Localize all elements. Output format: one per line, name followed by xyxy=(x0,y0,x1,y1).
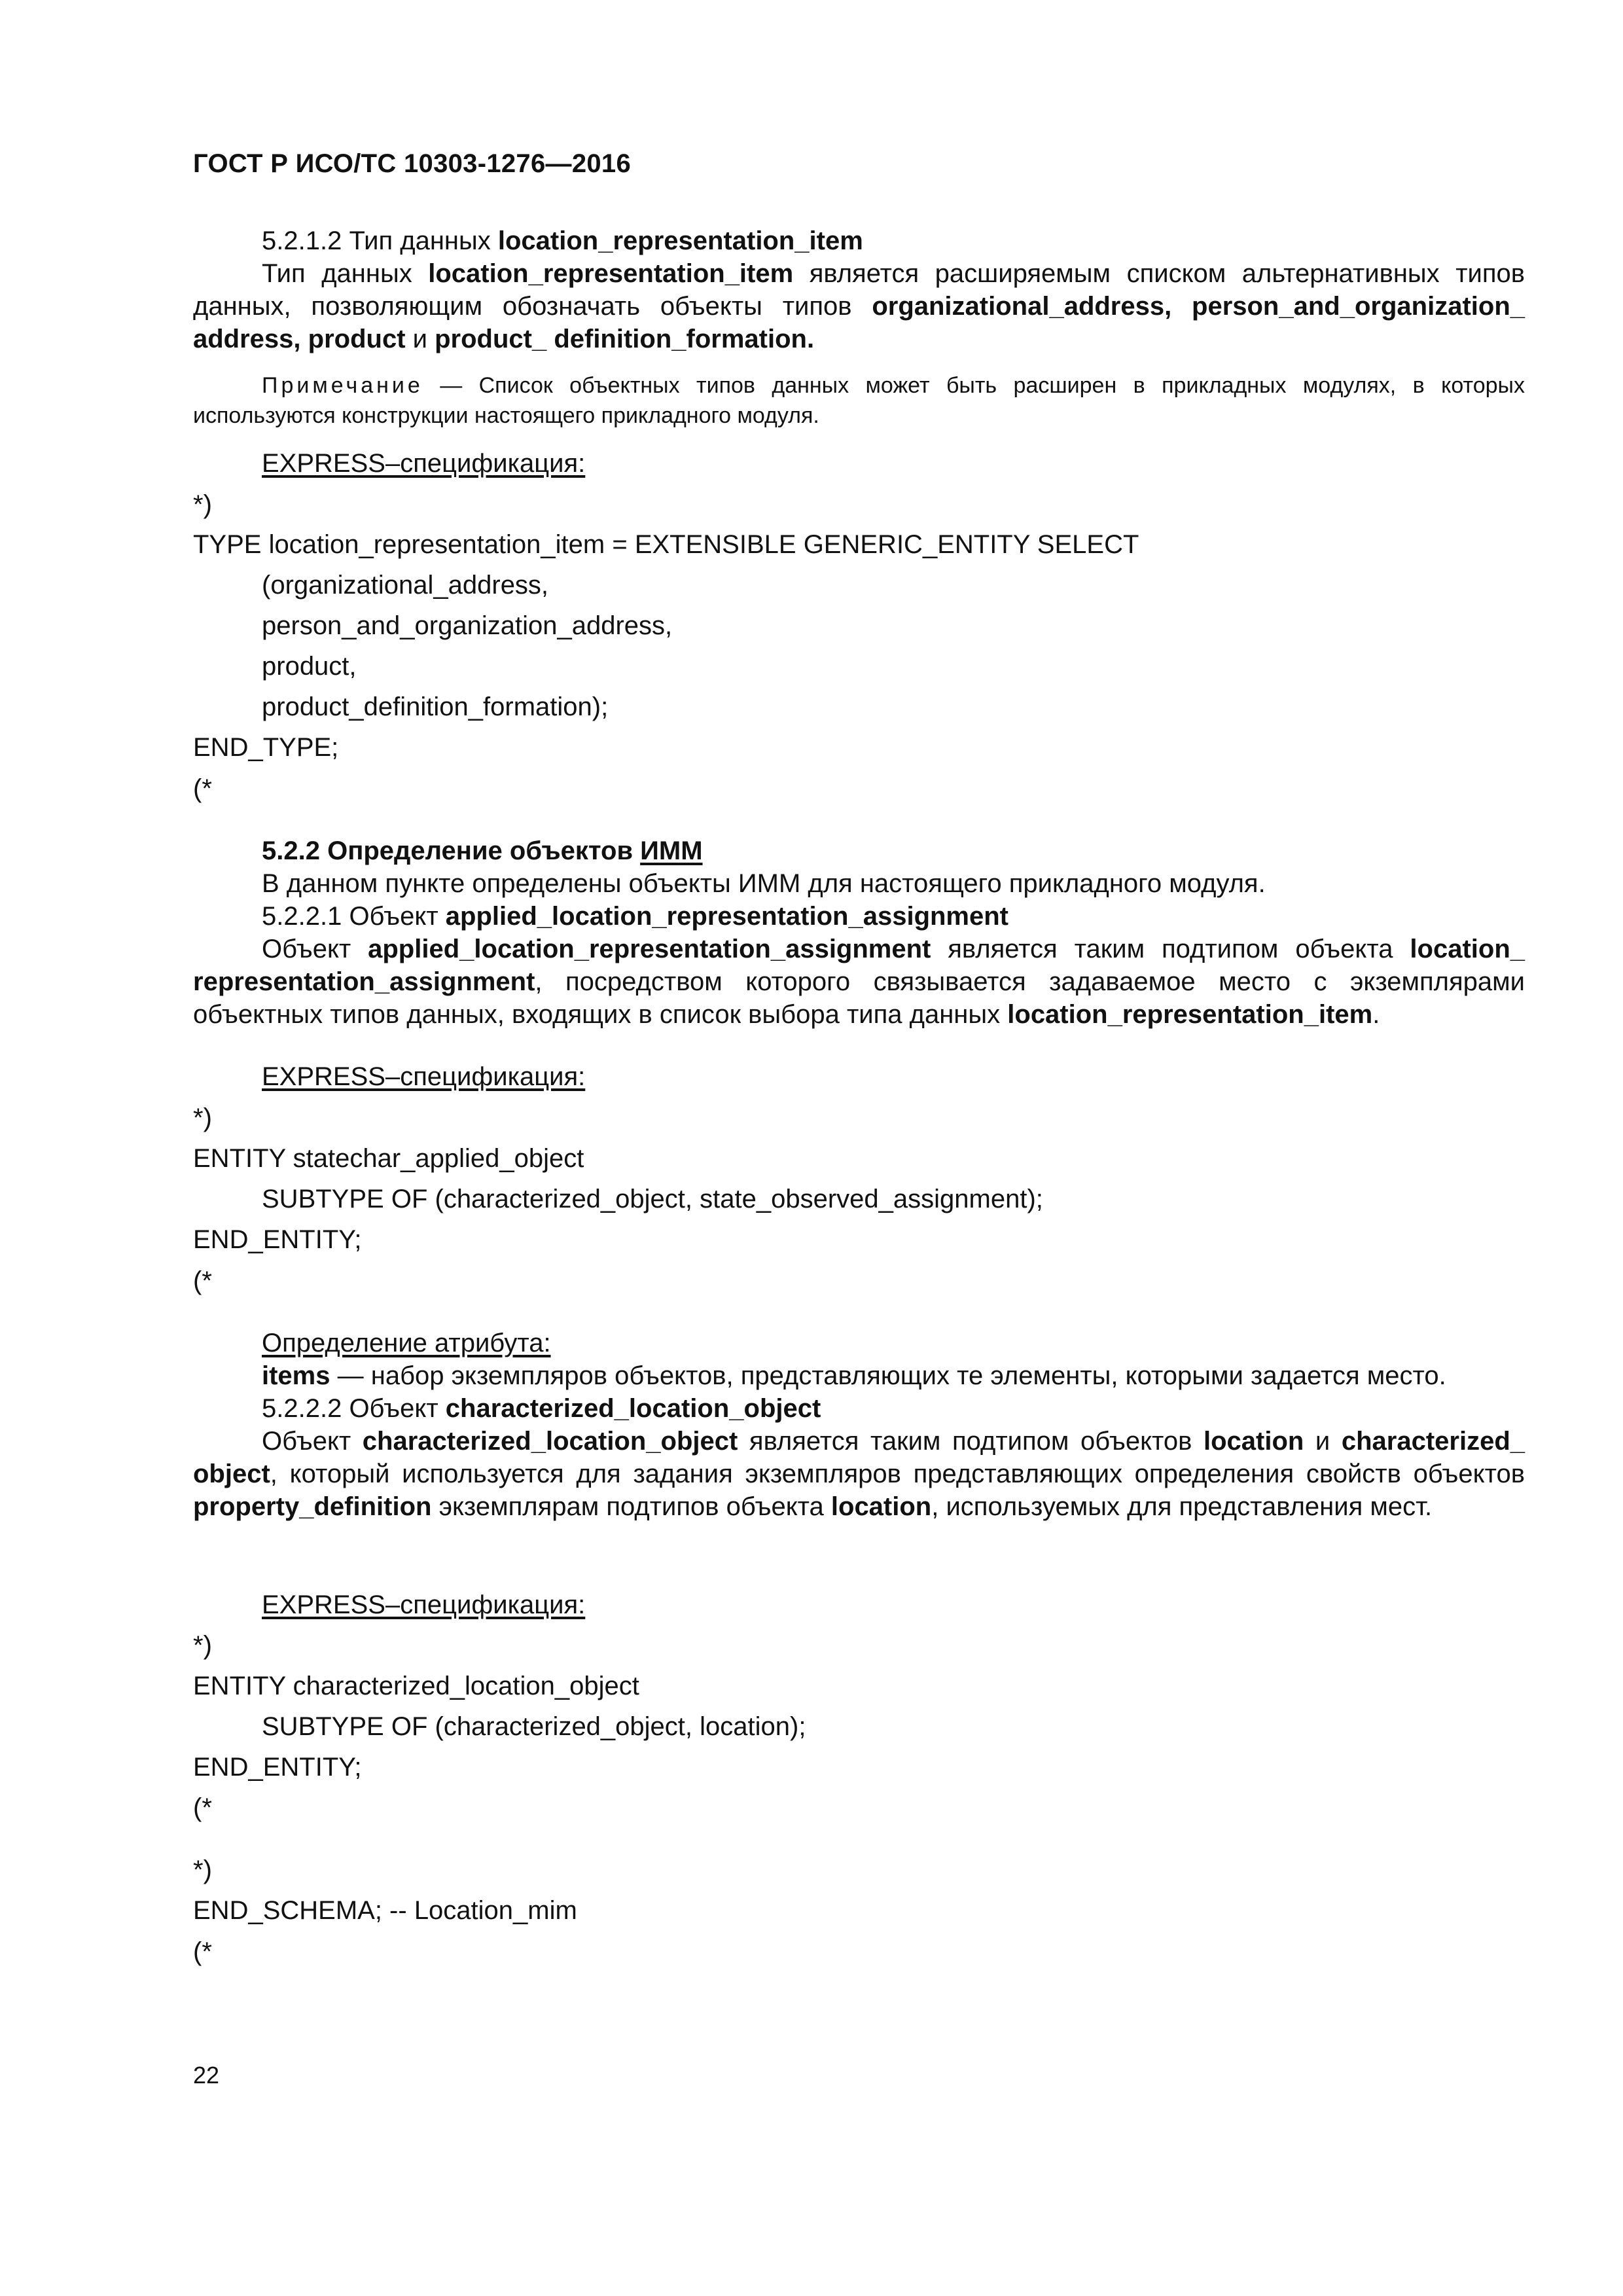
code-line: *) xyxy=(193,1631,212,1660)
code-line: product, xyxy=(262,652,357,681)
code-line: *) xyxy=(193,1856,212,1884)
code-line: SUBTYPE OF (characterized_object, location); xyxy=(262,1712,806,1741)
express-label: EXPRESS–спецификация: xyxy=(262,449,586,478)
paragraph-5-2-1-2: Тип данных location_representation_item является расширяемым списком альтернативных типов данных, позволяющим обозначать объекты типов organizational_address, person_and_organization_ address, product и product_ definition_formation. xyxy=(193,259,1525,353)
code-line: product_definition_formation); xyxy=(262,692,609,721)
subclause-title-5-2-1-2: 5.2.1.2 Тип данных location_representation_item xyxy=(262,226,863,255)
code-line: END_ENTITY; xyxy=(193,1225,362,1254)
express-label: EXPRESS–спецификация: xyxy=(262,1590,586,1619)
code-line: TYPE location_representation_item = EXTENSIBLE GENERIC_ENTITY SELECT xyxy=(193,530,1139,559)
paragraph-5-2-2-1: Объект applied_location_representation_assignment является таким подтипом объекта location_ representation_assignment, посредством которого связывается задаваемое место с экземплярами объектных типов данных, входящих в список выбора типа данных location_representation_item. xyxy=(193,935,1525,1029)
code-line: *) xyxy=(193,1103,212,1132)
code-line: (organizational_address, xyxy=(262,571,549,600)
express-label: EXPRESS–спецификация: xyxy=(262,1062,586,1091)
subclause-title-5-2-2-1: 5.2.2.1 Объект applied_location_representation_assignment xyxy=(262,902,1008,931)
code-line: *) xyxy=(193,490,212,519)
code-line: END_SCHEMA; -- Location_mim xyxy=(193,1896,577,1925)
attribute-definition: items — набор экземпляров объектов, представляющих те элементы, которыми задается место. xyxy=(262,1361,1446,1390)
code-line: END_ENTITY; xyxy=(193,1753,362,1782)
note-label: Примечание xyxy=(262,373,423,398)
code-line: person_and_organization_address, xyxy=(262,611,673,640)
document-header: ГОСТ Р ИСО/ТС 10303-1276—2016 xyxy=(193,149,632,178)
note-5-2-1-2: Примечание — Список объектных типов данных может быть расширен в прикладных модулях, в которых используются конструкции настоящего прикладного модуля. xyxy=(193,373,1525,428)
attribute-definition-label: Определение атрибута: xyxy=(262,1329,551,1357)
paragraph-5-2-2-2: Объект characterized_location_object является таким подтипом объектов location и characterized_ object, который используется для задания экземпляров представляющих определения свойств объектов property_definition экземплярам подтипов объекта location, используемых для представления мест. xyxy=(193,1427,1525,1521)
page-number: 22 xyxy=(193,2062,220,2089)
code-line: (* xyxy=(193,1937,212,1966)
clause-intro: В данном пункте определены объекты ИММ для настоящего прикладного модуля. xyxy=(262,869,1266,898)
code-line: (* xyxy=(193,774,212,803)
code-line: SUBTYPE OF (characterized_object, state_observed_assignment); xyxy=(262,1185,1043,1213)
code-line: (* xyxy=(193,1793,212,1822)
code-line: END_TYPE; xyxy=(193,733,339,762)
clause-title-5-2-2: 5.2.2 Определение объектов ИММ xyxy=(262,836,703,865)
code-line: ENTITY statechar_applied_object xyxy=(193,1144,584,1173)
code-line: ENTITY characterized_location_object xyxy=(193,1672,639,1700)
code-line: (* xyxy=(193,1266,212,1295)
subclause-title-5-2-2-2: 5.2.2.2 Объект characterized_location_object xyxy=(262,1394,821,1423)
